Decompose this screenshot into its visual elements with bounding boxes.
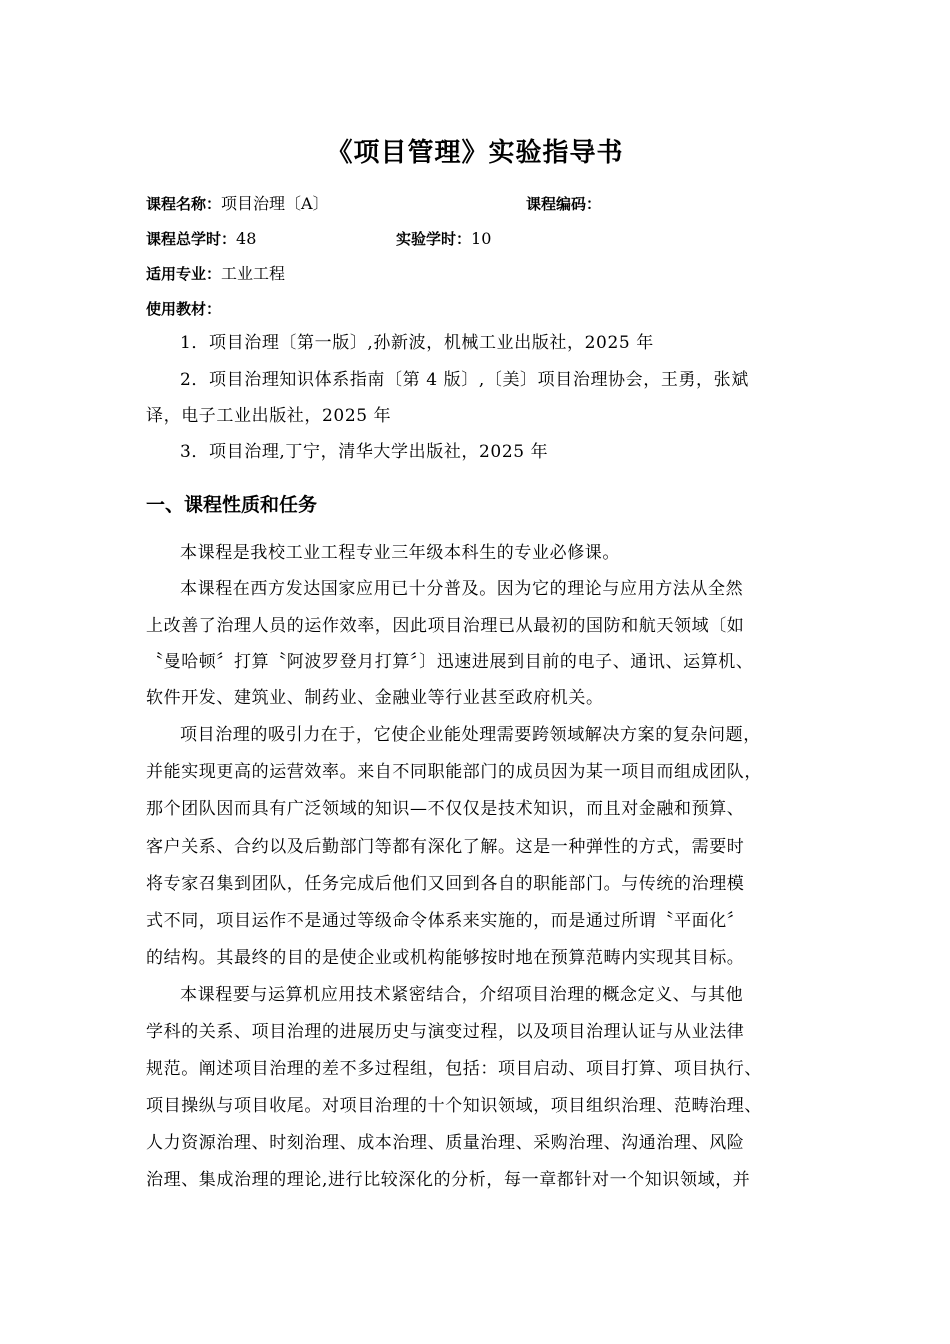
major-row [146, 264, 285, 284]
paragraph-line: 的结构。其最终的目的是使企业或机构能够按时地在预算范畴内实现其目标。 [146, 948, 745, 968]
paragraph-line: 学科的关系、项目治理的进展历史与演变过程，以及项目治理认证与从业法律 [146, 1022, 745, 1042]
paragraph-line: 项目治理的吸引力在于，它使企业能处理需要跨领域解决方案的复杂问题， [180, 725, 761, 745]
lab-hours-value: 10 [471, 229, 492, 248]
paragraph-line: 式不同，项目运作不是通过等级命令体系来实施的，而是通过所谓〝平面化〞 [146, 911, 745, 931]
paragraph-line: 本课程要与运算机应用技术紧密结合，介绍项目治理的概念定义、与其他 [180, 985, 744, 1005]
lab-hours-row [396, 229, 491, 249]
total-hours-row [146, 229, 256, 249]
course-name-label: 课程名称： [146, 195, 222, 213]
course-name-value: 项目治理〔A〕 [221, 194, 329, 213]
paragraph-line: 规范。阐述项目治理的差不多过程组，包括：项目启动、项目打算、项目执行、 [146, 1059, 762, 1079]
textbook-label: 使用教材： [146, 300, 222, 318]
major-value: 工业工程 [221, 264, 286, 283]
textbook-item-1: 1．项目治理〔第一版〕,孙新波，机械工业出版社，2025 年 [180, 333, 654, 353]
course-code-label: 课程编码： [526, 195, 602, 213]
total-hours-value: 48 [236, 229, 257, 248]
textbook-item-3: 3．项目治理,丁宁，清华大学出版社，2025 年 [180, 442, 549, 462]
paragraph-line: 并能实现更高的运营效率。来自不同职能部门的成员因为某一项目而组成团队， [146, 762, 762, 782]
paragraph-line: 软件开发、建筑业、制药业、金融业等行业甚至政府机关。 [146, 688, 604, 708]
textbook-item-2-cont: 译，电子工业出版社，2025 年 [146, 406, 392, 426]
paragraph-line: 本课程是我校工业工程专业三年级本科生的专业必修课。 [180, 543, 620, 563]
section-heading: 一、课程性质和任务 [146, 494, 318, 516]
paragraph-line: 治理、集成治理的理论,进行比较深化的分析，每一章都针对一个知识领域，并 [146, 1170, 751, 1190]
major-label: 适用专业： [146, 265, 222, 283]
textbook-item-2: 2．项目治理知识体系指南〔第 4 版〕,〔美〕项目治理协会，王勇，张斌 [180, 370, 749, 390]
paragraph-line: 上改善了治理人员的运作效率，因此项目治理已从最初的国防和航天领域〔如 [146, 616, 745, 636]
total-hours-label: 课程总学时： [146, 230, 237, 248]
paragraph-line: 人力资源治理、时刻治理、成本治理、质量治理、采购治理、沟通治理、风险 [146, 1133, 745, 1153]
lab-hours-label: 实验学时： [396, 230, 472, 248]
paragraph-line: 将专家召集到团队，任务完成后他们又回到各自的职能部门。与传统的治理模 [146, 874, 745, 894]
paragraph-line: 客户关系、合约以及后勤部门等都有深化了解。这是一种弹性的方式，需要时 [146, 837, 745, 857]
textbook-row [146, 299, 221, 319]
course-name-row [146, 194, 329, 214]
paragraph-line: 那个团队因而具有广泛领域的知识—不仅仅是技术知识，而且对金融和预算、 [146, 799, 745, 819]
document-title: 《项目管理》实验指导书 [326, 138, 624, 168]
paragraph-line: 本课程在西方发达国家应用已十分普及。因为它的理论与应用方法从全然 [180, 579, 744, 599]
paragraph-line: 项目操纵与项目收尾。对项目治理的十个知识领域，项目组织治理、范畴治理、 [146, 1096, 762, 1116]
course-code-row [526, 194, 601, 214]
paragraph-line: 〝曼哈顿〞打算〝阿波罗登月打算〞〕迅速进展到目前的电子、通讯、运算机、 [146, 652, 754, 672]
